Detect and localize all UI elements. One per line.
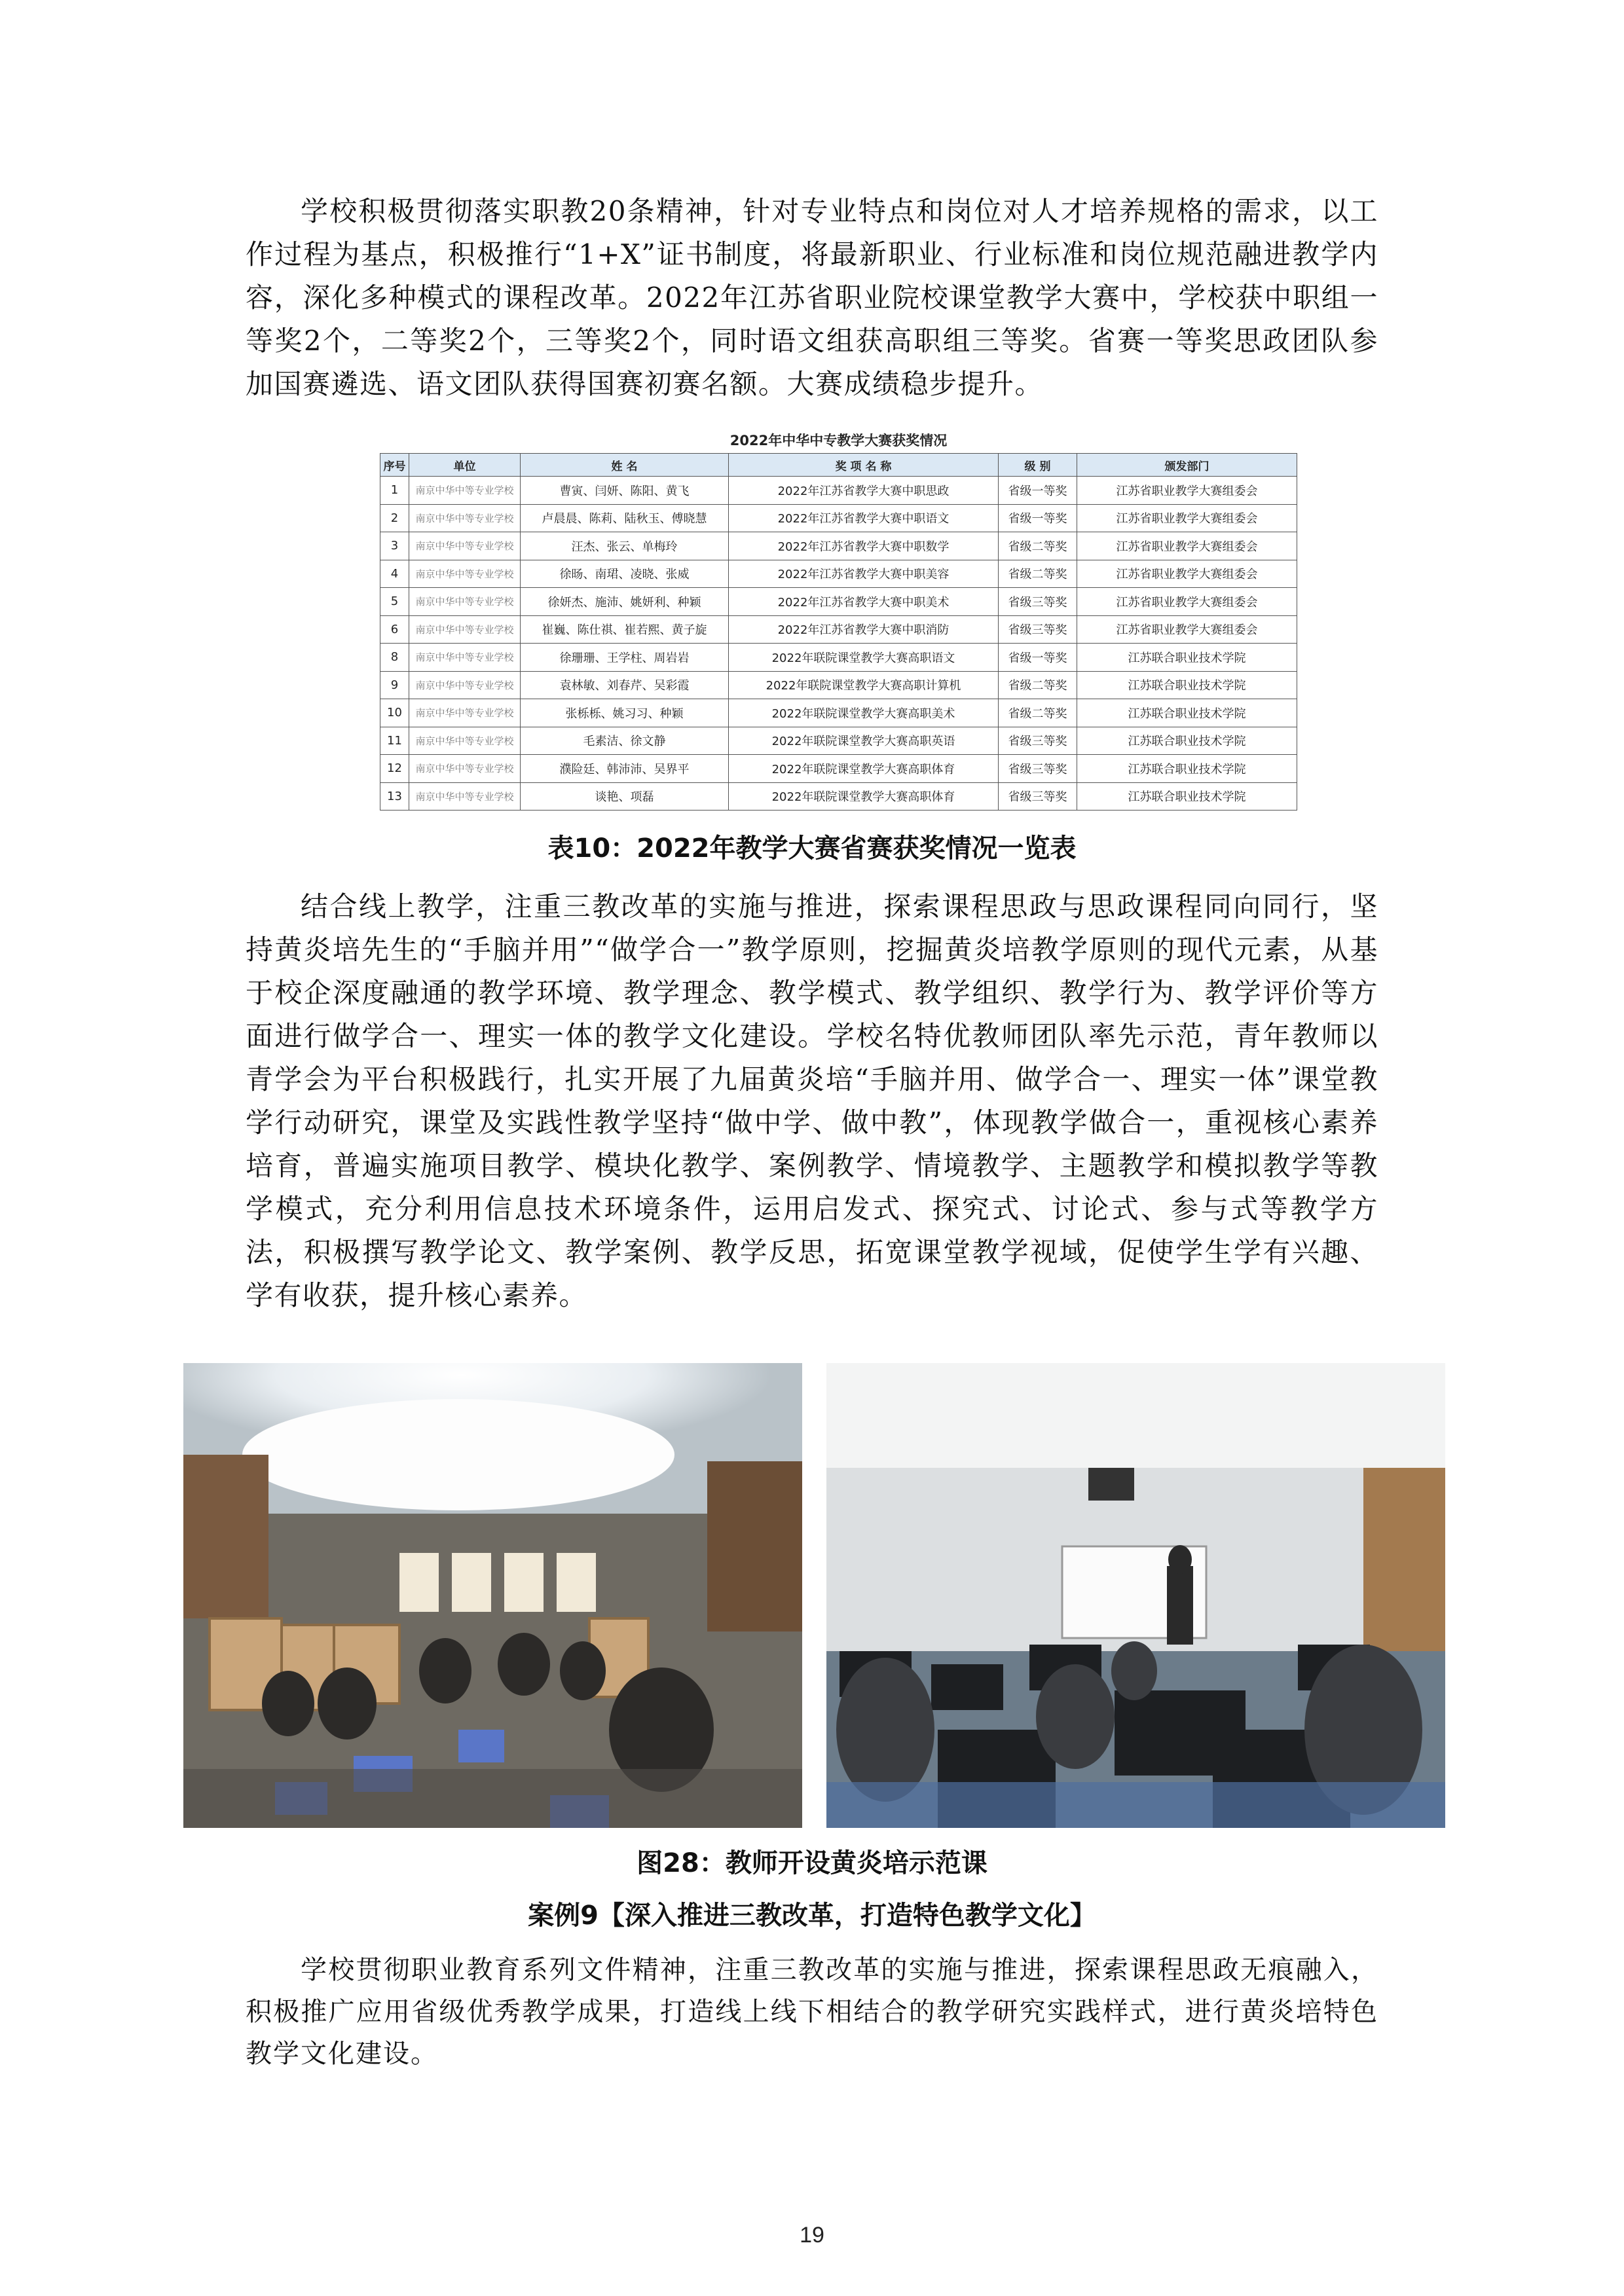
table-cell: 2022年江苏省教学大赛中职思政 (729, 477, 999, 505)
table-cell: 省级二等奖 (999, 532, 1077, 560)
table-header-cell: 颁发部门 (1077, 454, 1297, 477)
table-cell: 江苏联合职业技术学院 (1077, 699, 1297, 727)
table-cell: 徐旸、南珺、凌晓、张威 (521, 560, 729, 588)
table-cell: 2022年联院课堂教学大赛高职英语 (729, 727, 999, 755)
table-cell: 省级三等奖 (999, 755, 1077, 783)
table-cell: 江苏联合职业技术学院 (1077, 644, 1297, 672)
art-class-photo (183, 1363, 802, 1828)
table-cell: 2022年联院课堂教学大赛高职体育 (729, 755, 999, 783)
table-row (380, 477, 1297, 505)
table-cell: 12 (380, 755, 409, 783)
table-cell: 省级二等奖 (999, 671, 1077, 699)
table-cell: 省级一等奖 (999, 644, 1077, 672)
table-row (380, 671, 1297, 699)
table-header-cell: 奖 项 名 称 (729, 454, 999, 477)
table-cell: 江苏省职业教学大赛组委会 (1077, 532, 1297, 560)
table-cell: 5 (380, 588, 409, 616)
table-cell: 省级三等奖 (999, 782, 1077, 811)
table-cell: 省级二等奖 (999, 560, 1077, 588)
table-row (380, 504, 1297, 532)
table-row (380, 699, 1297, 727)
table-cell: 南京中华中等专业学校 (409, 615, 521, 644)
table-cell: 南京中华中等专业学校 (409, 671, 521, 699)
table-cell: 南京中华中等专业学校 (409, 588, 521, 616)
table-cell: 卢晨晨、陈莉、陆秋玉、傅晓慧 (521, 504, 729, 532)
table-cell: 省级二等奖 (999, 699, 1077, 727)
table-cell: 袁林敏、刘春芹、吴彩霞 (521, 671, 729, 699)
table-cell: 南京中华中等专业学校 (409, 532, 521, 560)
table-cell: 江苏联合职业技术学院 (1077, 727, 1297, 755)
table-cell: 毛素洁、徐文静 (521, 727, 729, 755)
table-cell: 濮险廷、韩沛沛、吴界平 (521, 755, 729, 783)
table-cell: 9 (380, 671, 409, 699)
table-cell: 南京中华中等专业学校 (409, 644, 521, 672)
table-header-cell: 序号 (380, 454, 409, 477)
table-row (380, 560, 1297, 588)
table-cell: 2022年江苏省教学大赛中职美容 (729, 560, 999, 588)
intro-paragraph: 学校积极贯彻落实职教20条精神，针对专业特点和岗位对人才培养规格的需求，以工作过程为基点，积极推行“1+X”证书制度，将最新职业、行业标准和岗位规范融进教学内容，深化多种模式的课程改革。2022年江苏省职业院校课堂教学大赛中，学校获中职组一等奖2个，二等奖2个，三等奖2个，同时语文组获高职组三等奖。省赛一等奖思政团队参加国赛遴选、语文团队获得国赛初赛名额。大赛成绩稳步提升。 (246, 195, 1378, 400)
table-cell: 崔巍、陈仕祺、崔若熙、黄子旋 (521, 615, 729, 644)
table-cell: 江苏省职业教学大赛组委会 (1077, 588, 1297, 616)
table-cell: 江苏省职业教学大赛组委会 (1077, 560, 1297, 588)
table-row (380, 755, 1297, 783)
table-cell: 省级一等奖 (999, 477, 1077, 505)
table-cell: 南京中华中等专业学校 (409, 727, 521, 755)
teaching-paragraph: 结合线上教学，注重三教改革的实施与推进，探索课程思政与思政课程同向同行，坚持黄炎培先生的“手脑并用”“做学合一”教学原则，挖掘黄炎培教学原则的现代元素，从基于校企深度融通的教学环境、教学理念、教学模式、教学组织、教学行为、教学评价等方面进行做学合一、理实一体的教学文化建设。学校名特优教师团队率先示范，青年教师以青学会为平台积极践行，扎实开展了九届黄炎培“手脑并用、做学合一、理实一体”课堂教学行动研究，课堂及实践性教学坚持“做中学、做中教”，体现教学做合一，重视核心素养培育，普遍实施项目教学、模块化教学、案例教学、情境教学、主题教学和模拟教学等教学模式，充分利用信息技术环境条件，运用启发式、探究式、讨论式、参与式等教学方法，积极撰写教学论文、教学案例、教学反思，拓宽课堂教学视域，促使学生学有兴趣、学有收获，提升核心素养。 (246, 890, 1378, 1311)
table-cell: 3 (380, 532, 409, 560)
table-caption: 表10：2022年教学大赛省赛获奖情况一览表 (547, 833, 1077, 864)
table-row (380, 532, 1297, 560)
table-header-cell: 级 别 (999, 454, 1077, 477)
table-header-cell: 姓 名 (521, 454, 729, 477)
table-cell: 张栎栎、姚习习、种颖 (521, 699, 729, 727)
case-heading: 案例9【深入推进三教改革，打造特色教学文化】 (528, 1901, 1096, 1931)
table-cell: 2022年江苏省教学大赛中职消防 (729, 615, 999, 644)
table-cell: 11 (380, 727, 409, 755)
table-cell: 8 (380, 644, 409, 672)
table-title: 2022年中华中专教学大赛获奖情况 (380, 427, 1297, 454)
table-cell: 2022年联院课堂教学大赛高职语文 (729, 644, 999, 672)
table-cell: 省级三等奖 (999, 588, 1077, 616)
table-cell: 谈艳、项磊 (521, 782, 729, 811)
table-header-cell: 单位 (409, 454, 521, 477)
table-cell: 江苏联合职业技术学院 (1077, 782, 1297, 811)
table-cell: 4 (380, 560, 409, 588)
table-cell: 江苏联合职业技术学院 (1077, 755, 1297, 783)
table-cell: 2022年江苏省教学大赛中职语文 (729, 504, 999, 532)
table-cell: 江苏联合职业技术学院 (1077, 671, 1297, 699)
table-row (380, 588, 1297, 616)
table-cell: 南京中华中等专业学校 (409, 477, 521, 505)
table-cell: 2022年江苏省教学大赛中职美术 (729, 588, 999, 616)
table-cell: 2022年联院课堂教学大赛高职美术 (729, 699, 999, 727)
table-row (380, 615, 1297, 644)
page-number: 19 (800, 2223, 824, 2248)
figure-caption: 图28：教师开设黄炎培示范课 (637, 1848, 987, 1878)
table-cell: 徐珊珊、王学柱、周岩岩 (521, 644, 729, 672)
table-cell: 南京中华中等专业学校 (409, 755, 521, 783)
table-cell: 江苏省职业教学大赛组委会 (1077, 615, 1297, 644)
table-cell: 6 (380, 615, 409, 644)
table-cell: 南京中华中等专业学校 (409, 699, 521, 727)
case-paragraph: 学校贯彻职业教育系列文件精神，注重三教改革的实施与推进，探索课程思政无痕融入，积极推广应用省级优秀教学成果，打造线上线下相结合的教学研究实践样式，进行黄炎培特色教学文化建设。 (246, 1955, 1378, 2069)
table-cell: 13 (380, 782, 409, 811)
table-cell: 10 (380, 699, 409, 727)
table-cell: 2022年江苏省教学大赛中职数学 (729, 532, 999, 560)
table-cell: 2022年联院课堂教学大赛高职计算机 (729, 671, 999, 699)
computer-class-photo (826, 1363, 1445, 1828)
table-cell: 曹寅、闫妍、陈阳、黄飞 (521, 477, 729, 505)
table-cell: 江苏省职业教学大赛组委会 (1077, 504, 1297, 532)
table-cell: 省级一等奖 (999, 504, 1077, 532)
table-cell: 省级三等奖 (999, 615, 1077, 644)
table-row (380, 782, 1297, 811)
table-cell: 南京中华中等专业学校 (409, 504, 521, 532)
table-cell: 江苏省职业教学大赛组委会 (1077, 477, 1297, 505)
table-cell: 汪杰、张云、单梅玲 (521, 532, 729, 560)
table-row (380, 727, 1297, 755)
table-cell: 2022年联院课堂教学大赛高职体育 (729, 782, 999, 811)
award-table (380, 427, 1297, 811)
table-cell: 南京中华中等专业学校 (409, 560, 521, 588)
table-cell: 1 (380, 477, 409, 505)
table-cell: 2 (380, 504, 409, 532)
table-cell: 省级三等奖 (999, 727, 1077, 755)
table-cell: 南京中华中等专业学校 (409, 782, 521, 811)
table-cell: 徐妍杰、施沛、姚妍利、种颖 (521, 588, 729, 616)
table-row (380, 644, 1297, 672)
